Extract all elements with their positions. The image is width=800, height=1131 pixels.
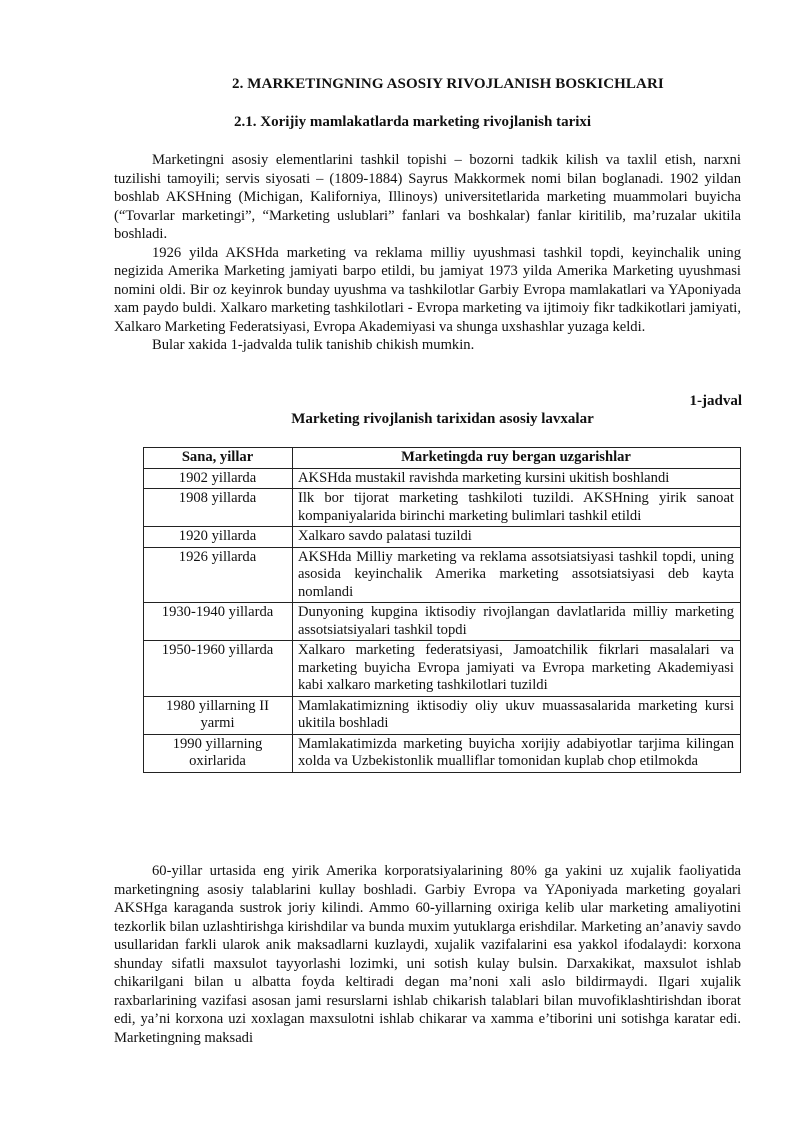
- history-table: [143, 447, 741, 773]
- description-cell: Mamlakatimizda marketing buyicha xorijiy adabiyotlar tarjima kilingan xolda va Uzbekistonlik mualliflar tomonidan kuplab chop etilmokda: [293, 734, 741, 772]
- table-header-row: [144, 448, 741, 469]
- description-cell: Ilk bor tijorat marketing tashkiloti tuzildi. AKSHning yirik sanoat kompaniyalarida birinchi marketing bulimlari tashkil etildi: [293, 489, 741, 527]
- description-cell: Mamlakatimizning iktisodiy oliy ukuv muassasalarida marketing kursi ukitila boshladi: [293, 696, 741, 734]
- date-cell: 1950-1960 yillarda: [144, 641, 293, 697]
- paragraph: Bular xakida 1-jadvalda tulik tanishib chikish mumkin.: [152, 337, 475, 353]
- description-cell: AKSHda mustakil ravishda marketing kursini ukitish boshlandi: [293, 468, 741, 489]
- date-cell: 1926 yillarda: [144, 547, 293, 603]
- chapter-title: 2. MARKETINGNING ASOSIY RIVOJLANISH BOSKICHLARI: [232, 76, 664, 92]
- table-number: 1-jadval: [689, 393, 742, 409]
- paragraph: Marketingni asosiy elementlarini tashkil topishi – bozorni tadkik kilish va taxlil etish, narxni tuzilishi tamoyili; servis siyosati – (1809-1884) Sayrus Makkormek nomi bilan boglanadi. 1902 yildan boshlab AKSHning (Michigan, Kaliforniya, Illinoys) universitetlarida marketing muammolari buyicha (“Tovarlar marketingi”, “Marketing uslublari” fanlari va boshkalar) fanlar kiritilib, ma’ruzalar ukitila boshladi.: [114, 152, 741, 242]
- table-row: [144, 641, 741, 697]
- table-row: [144, 527, 741, 548]
- date-cell: 1902 yillarda: [144, 468, 293, 489]
- date-cell: 1980 yillarning II yarmi: [144, 696, 293, 734]
- paragraph: 60-yillar urtasida eng yirik Amerika korporatsiyalarining 80% ga yakini uz xujalik faoliyatida marketingning asosiy talablarini kullay boshladi. Garbiy Evropa va YAponiyada marketing goyalari AKSHga karaganda sustrok joriy kilindi. Ammo 60-yillarning oxiriga kelib ular marketing amaliyotini tezkorlik bilan uzlashtirishga kirishdilar va bunda muxim yutuklarga erishdilar. Marketing an’anaviy savdo usullaridan farkli ularok anik maksadlarni kuzlaydi, xujalik vazifalarini esa yakkol ifodalaydi: korxona shunday sifatli maxsulot tayyorlashi lozimki, uni sotish kulay bulsin. Darxakikat, maxsulot ishlab chikarilgani bilan u albatta foyda keltiradi degan ma’noni xali aslo bildirmaydi. Ilgari xujalik raxbarlarining vazifasi asosan jami resurslarni ishlab chikarish talablari bilan muvofiklashtirishdan iborat edi, ya’ni korxona uzi xoxlagan maxsulotni ishlab chikarar va xamma e’tiborini uni sotishga karatar edi. Marketingning maksadi: [114, 863, 741, 1046]
- continuation-text: [114, 862, 741, 1047]
- description-cell: Xalkaro marketing federatsiyasi, Jamoatchilik fikrlari masalalari va marketing buyicha Evropa jamiyati va Evropa marketing Akademiyasi kabi xalkaro marketing tashkilotlari tuzildi: [293, 641, 741, 697]
- paragraph: 1926 yilda AKSHda marketing va reklama milliy uyushmasi tashkil topdi, keyinchalik uning negizida Amerika Marketing jamiyati barpo etildi, bu jamiyat 1973 yilda Amerika Marketing uyushmasi nomini oldi. Bir oz keyinrok bunday uyushma va tashkilotlar Garbiy Evropa mamlakatlari va YAponiyada xam paydo buldi. Xalkaro marketing tashkilotlari - Evropa marketing va ijtimoiy fikr tadkikotlari jamiyati, Xalkaro Marketing Federatsiyasi, Evropa Akademiyasi va shunga uxshashlar yuzaga keldi.: [114, 244, 741, 335]
- table-row: [144, 734, 741, 772]
- column-header-date: Sana, yillar: [144, 448, 293, 469]
- date-cell: 1930-1940 yillarda: [144, 603, 293, 641]
- date-cell: 1908 yillarda: [144, 489, 293, 527]
- table-row: [144, 603, 741, 641]
- table-row: [144, 489, 741, 527]
- intro-text: [114, 151, 741, 355]
- description-cell: Xalkaro savdo palatasi tuzildi: [293, 527, 741, 548]
- table-row: [144, 696, 741, 734]
- section-title: 2.1. Xorijiy mamlakatlarda marketing rivojlanish tarixi: [234, 114, 592, 130]
- table-title: Marketing rivojlanish tarixidan asosiy lavxalar: [291, 411, 594, 427]
- table-row: [144, 547, 741, 603]
- description-cell: AKSHda Milliy marketing va reklama assotsiatsiyasi tashkil topdi, uning asosida keyinchalik Amerika marketing assotsiatsiyasi deb kayta nomlandi: [293, 547, 741, 603]
- table-row: [144, 468, 741, 489]
- date-cell: 1920 yillarda: [144, 527, 293, 548]
- date-cell: 1990 yillarning oxirlarida: [144, 734, 293, 772]
- description-cell: Dunyoning kupgina iktisodiy rivojlangan davlatlarida milliy marketing assotsiatsiyalari tashkil topdi: [293, 603, 741, 641]
- column-header-changes: Marketingda ruy bergan uzgarishlar: [293, 448, 741, 469]
